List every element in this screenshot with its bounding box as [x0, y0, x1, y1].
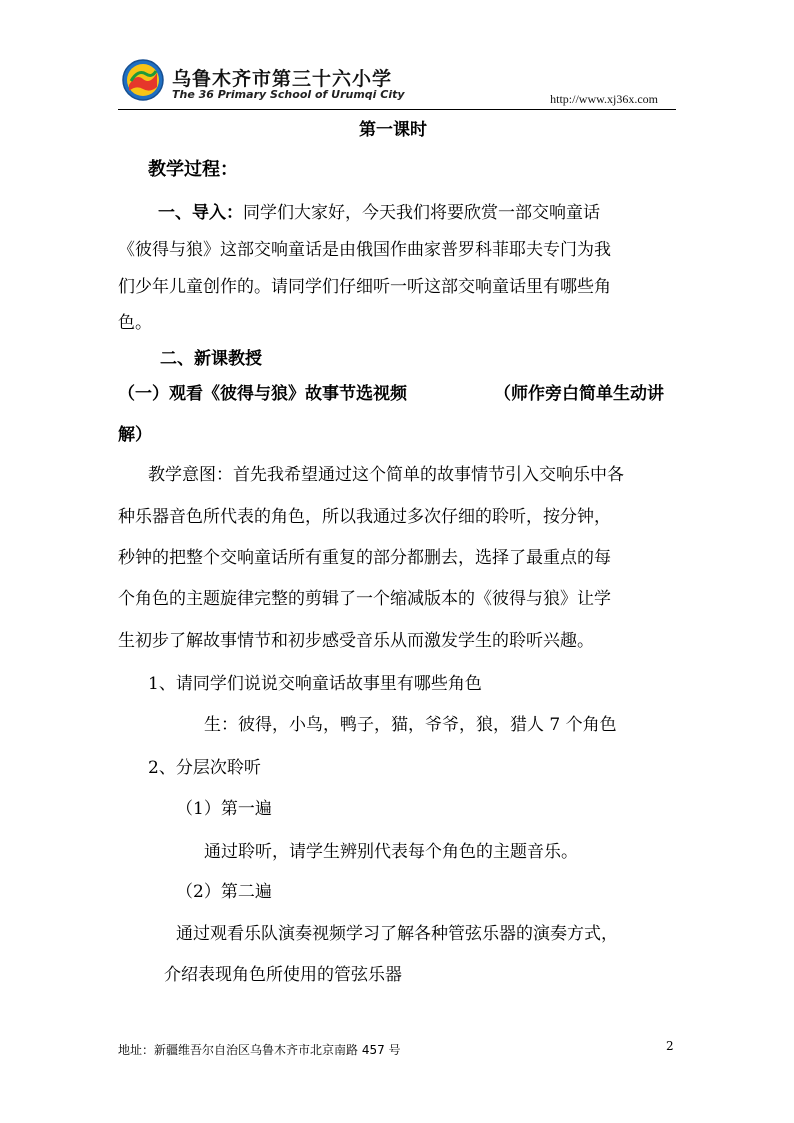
item-2-sub-1: （1）第一遍	[176, 799, 272, 819]
item-2-heading: 2、分层次聆听	[148, 758, 261, 778]
section-1-note-cont: 解）	[118, 425, 152, 445]
section-1-heading: （一）观看《彼得与狼》故事节选视频	[118, 384, 407, 404]
intro-text: 同学们大家好，今天我们将要欣赏一部交响童话	[243, 203, 600, 223]
school-name-english: The 36 Primary School of Urumqi City	[172, 88, 405, 101]
page-number: 2	[666, 1039, 674, 1053]
item-2-sub-1-text: 通过聆听，请学生辨别代表每个角色的主题音乐。	[204, 842, 578, 862]
item-2-sub-2-text-2: 介绍表现角色所使用的管弦乐器	[164, 965, 402, 985]
item-2-sub-2: （2）第二遍	[176, 882, 272, 902]
intro-label: 一、导入：	[158, 203, 243, 223]
intent-line-2: 种乐器音色所代表的角色，所以我通过多次仔细的聆听，按分钟，	[118, 507, 611, 527]
intent-line-4: 个角色的主题旋律完整的剪辑了一个缩减版本的《彼得与狼》让学	[118, 589, 611, 609]
intent-line-3: 秒钟的把整个交响童话所有重复的部分都删去，选择了最重点的每	[118, 548, 611, 568]
item-2-sub-2-text-1: 通过观看乐队演奏视频学习了解各种管弦乐器的演奏方式，	[176, 924, 618, 944]
lesson-title: 第一课时	[359, 120, 427, 140]
intent-line-1: 教学意图：首先我希望通过这个简单的故事情节引入交响乐中各	[148, 465, 624, 485]
intro-paragraph-line-2: 《彼得与狼》这部交响童话是由俄国作曲家普罗科菲耶夫专门为我	[118, 240, 611, 260]
intro-paragraph-line-1	[158, 205, 600, 222]
teaching-process-heading: 教学过程：	[148, 159, 238, 180]
section-1-note: （师作旁白简单生动讲	[494, 384, 664, 404]
school-logo-icon	[122, 59, 164, 101]
new-lesson-heading: 二、新课教授	[160, 349, 262, 369]
intent-line-5: 生初步了解故事情节和初步感受音乐从而激发学生的聆听兴趣。	[118, 631, 594, 651]
school-name-chinese: 乌鲁木齐市第三十六小学	[172, 68, 393, 90]
footer-address: 地址：新疆维吾尔自治区乌鲁木齐市北京南路 457 号	[118, 1043, 401, 1057]
item-1-answer: 生：彼得，小鸟，鸭子，猫，爷爷，狼，猎人 7 个角色	[204, 715, 617, 735]
intro-paragraph-line-4: 色。	[118, 313, 152, 333]
intro-paragraph-line-3: 们少年儿童创作的。请同学们仔细听一听这部交响童话里有哪些角	[118, 277, 611, 297]
page-header	[118, 55, 676, 110]
item-1-question: 1、请同学们说说交响童话故事里有哪些角色	[148, 674, 482, 694]
school-website-url[interactable]: http://www.xj36x.com	[550, 92, 658, 106]
header-divider	[118, 109, 676, 110]
